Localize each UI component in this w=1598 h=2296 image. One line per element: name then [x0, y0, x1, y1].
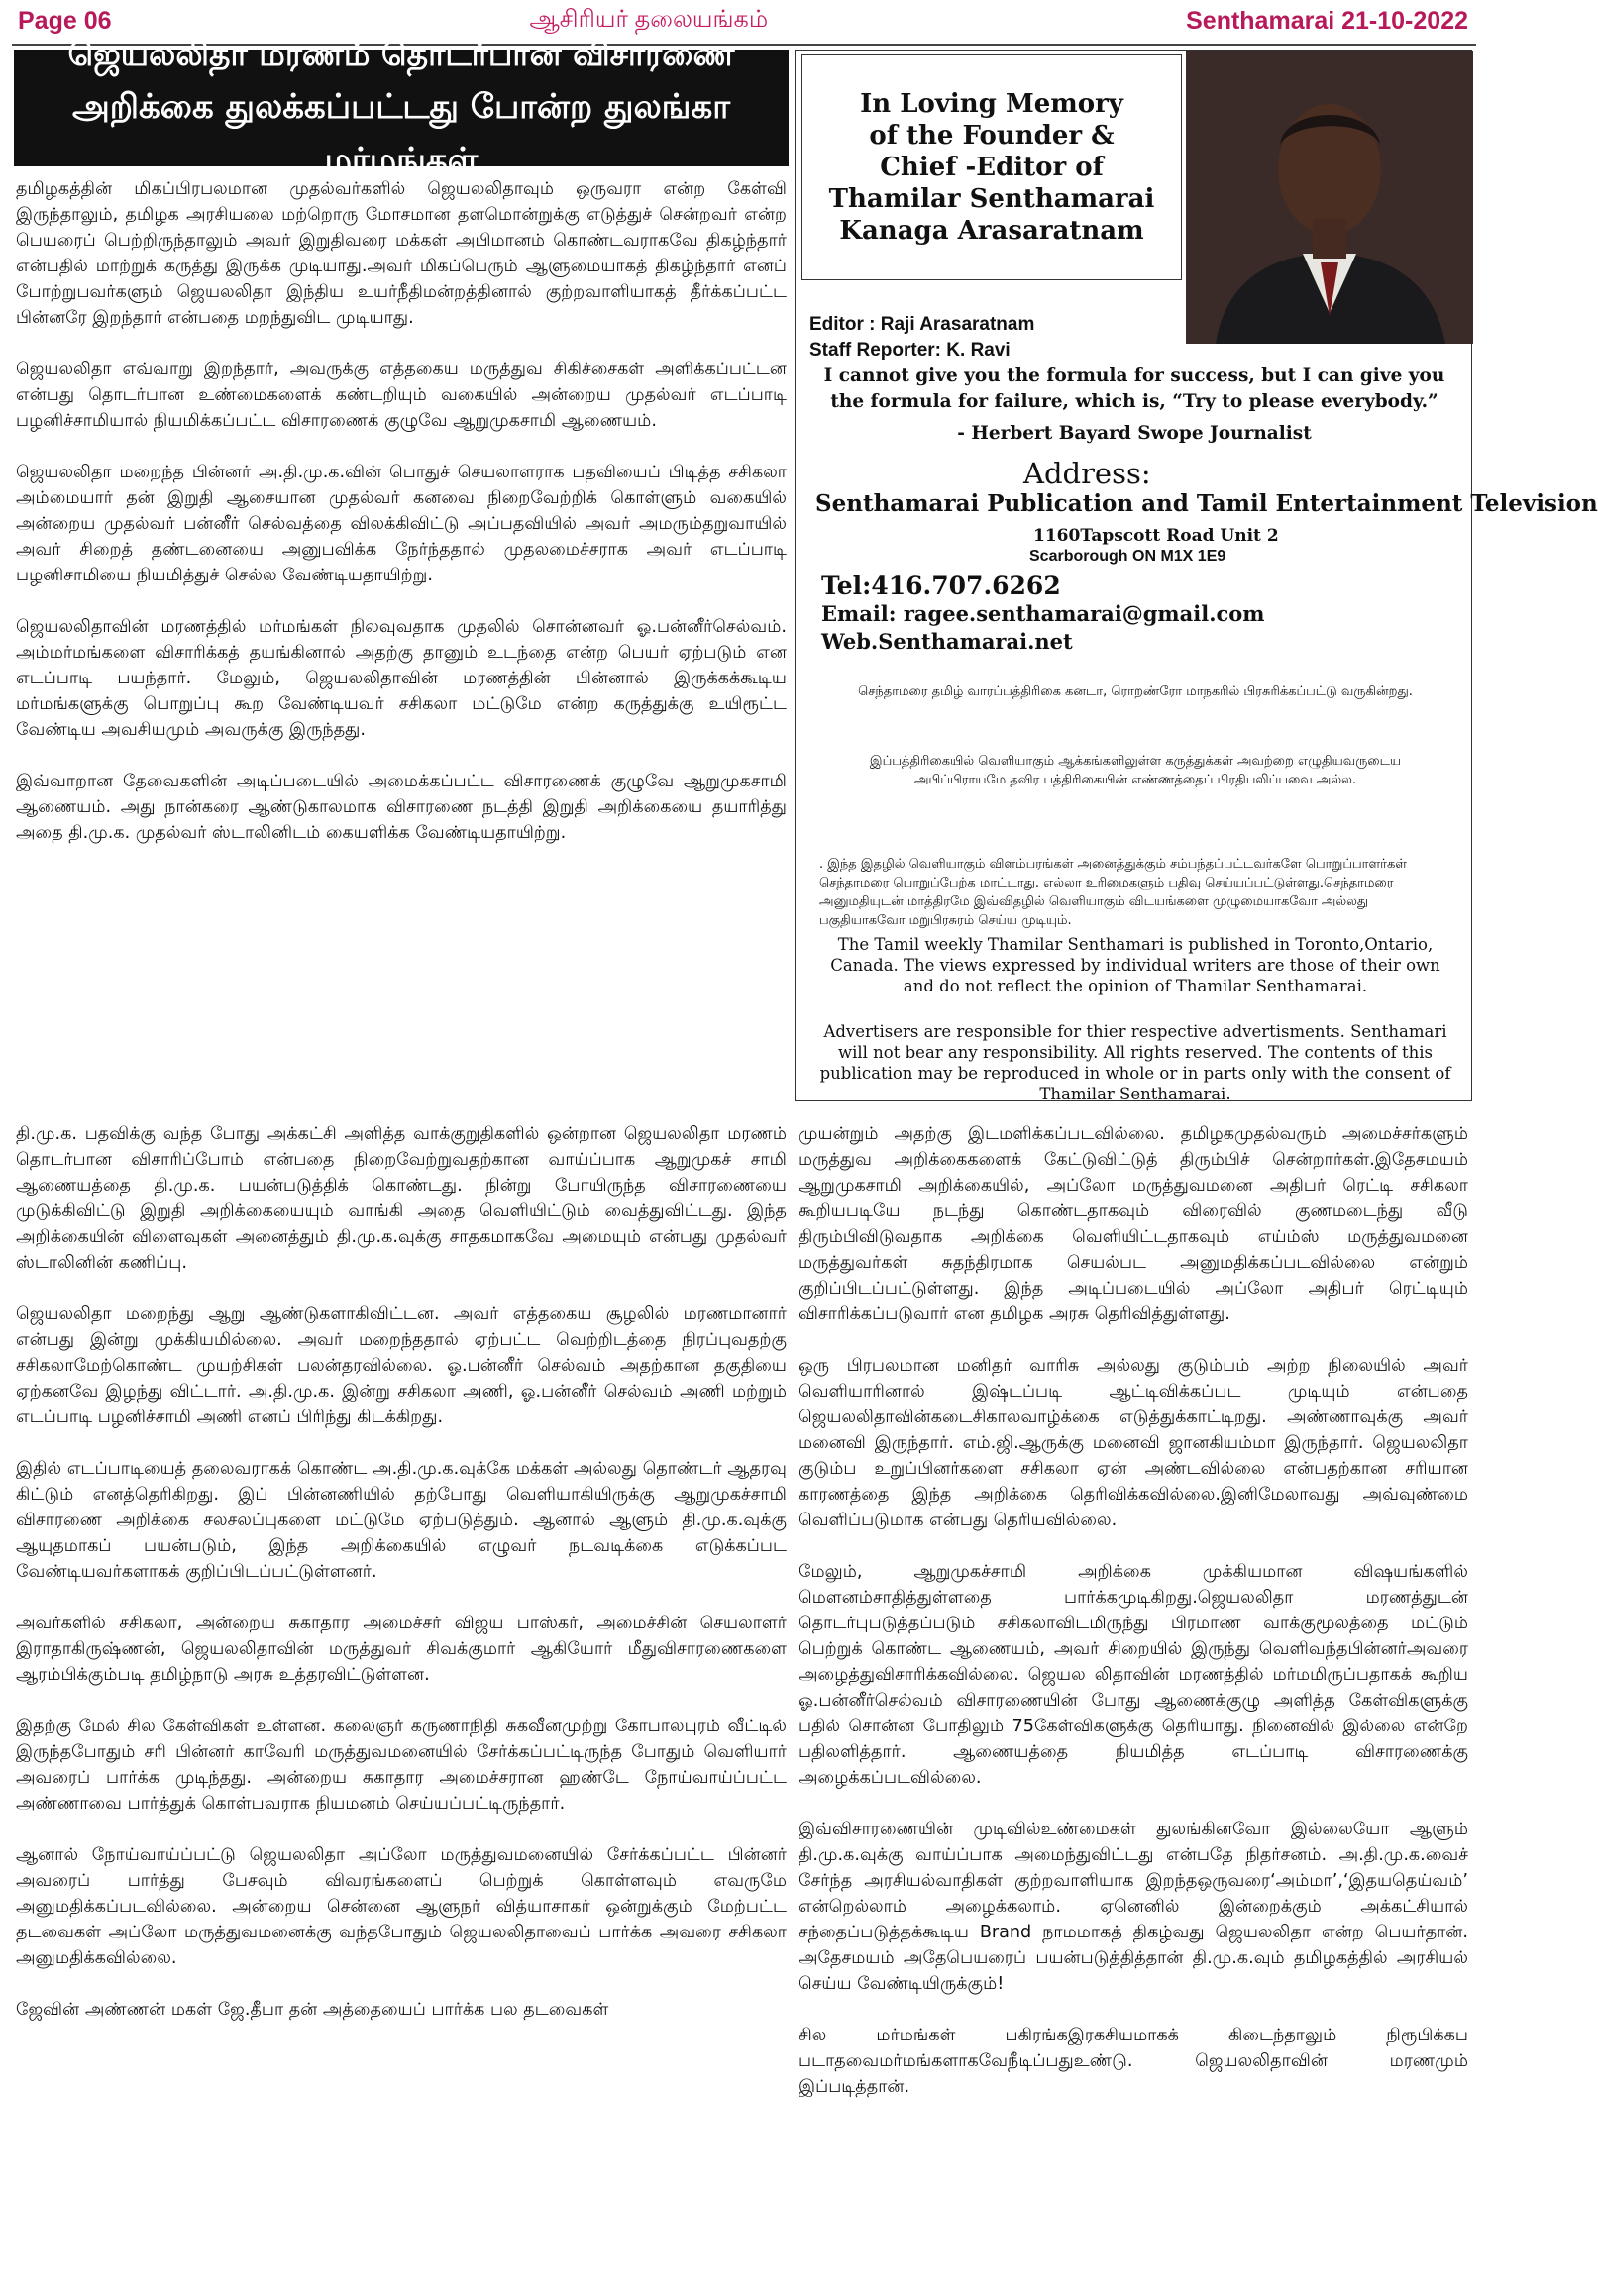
article-paragraph: ஜெயலலிதா எவ்வாறு இறந்தார், அவருக்கு எத்தகைய மருத்துவ சிகிச்சைகள் அளிக்கப்பட்டன என்பது தொடர்பான உண்மைகளைக் கண்டறியும் வகையில் அன்றைய முதல்வர் எடப்பாடி பழனிச்சாமியால் நியமிக்கப்பட்ட விசாரணைக் குழுவே ஆறுமுகசாமி ஆணையம்.	[16, 360, 787, 431]
disclaimer-notice: இப்பத்திரிகையில் வெளியாகும் ஆக்கங்களிலுள்ள கருத்துக்கள் அவற்றை எழுதியவருடைய அபிப்பிராயமே தவிர பத்திரிகையின் எண்ணத்தைப் பிரதிபலிப்பவை அல்ல.	[869, 754, 1402, 787]
article-column-left-bottom	[16, 1121, 787, 2048]
address-city: Scarborough ON M1X 1E9	[1029, 548, 1226, 565]
article-paragraph: அவர்களில் சசிகலா, அன்றைய சுகாதார அமைச்சர் விஜய பாஸ்கர், அமைச்சின் செயலாளர் இராதாகிருஷ்ணன், ஜெயலலிதாவின் மருத்துவர் சிவக்குமார் ஆகியோர் மீதுவிசாரணைகளை ஆரம்பிக்கும்படி தமிழ்நாடு அரசு உத்தரவிட்டுள்ளன.	[16, 1614, 787, 1685]
article-paragraph: ஜெயலலிதாவின் மரணத்தில் மர்மங்கள் நிலவுவதாக முதலில் சொன்னவர் ஓ.பன்னீர்செல்வம். அம்மர்மங்களை விசாரிக்கத் தயங்கினால் அதற்கு தானும் உடந்தை என்ற பெயர் ஏற்படும் என எடப்பாடி பயந்தார். மேலும், ஜெயலலிதாவின் மரணத்தின் பின்னால் இருக்கக்கூடிய மர்மங்களுக்கு பொறுப்பு கூற வேண்டியவர் சசிகலா மட்டுமே என்ற கருத்துக்கு உயிரூட்ட வேண்டிய அவசியமும் அவருக்கு இருந்தது.	[16, 617, 787, 740]
headline-banner	[14, 35, 789, 180]
headline-line-2: அறிக்கை துலக்கப்பட்டது போன்ற துலங்கா மர்மங்கள்	[72, 87, 730, 180]
telephone: Tel:416.707.6262	[821, 572, 1061, 600]
section-title: ஆசிரியர் தலையங்கம்	[529, 6, 769, 33]
page-number: Page 06	[18, 6, 112, 35]
memorial-line: of the Founder &	[869, 121, 1115, 151]
article-paragraph: ஆனால் நோய்வாய்ப்பட்டு ஜெயலலிதா அப்லோ மருத்துவமனையில் சேர்க்கப்பட்ட பின்னர் அவரைப் பார்த்து பேசவும் விவரங்களைப் பெற்றுக் கொள்ளவும் எவருமே அனுமதிக்கப்படவில்லை. அன்றைய சென்னை ஆளுநர் வித்யாசாகர் ஒன்றுக்கும் மேற்பட்ட தடவைகள் அப்லோ மருத்துவமனைக்கு வந்தபோதும் ஜெயலலிதாவைப் பார்க்க அவரை சசிகலா அனுமதிக்கவில்லை.	[16, 1845, 787, 1968]
article-column-right-bottom	[799, 1121, 1468, 2126]
masthead-infobox	[795, 50, 1598, 1103]
article-paragraph: இதில் எடப்பாடியைத் தலைவராகக் கொண்ட அ.தி.மு.க.வுக்கே மக்கள் அல்லது தொண்டர் ஆதரவு கிட்டும் எனத்தெரிகிறது. இப் பின்னணியில் தற்போது வெளியாகியிருக்கு ஆறுமுகச்சாமி விசாரணை அறிக்கை சலசலப்புகளை மட்டுமே ஏற்படுத்தும். ஆனால் ஆளும் தி.மு.க.வுக்கு ஆயுதமாகப் பயன்படும், இந்த அறிக்கையில் எழுவர் நடவடிக்கை எடுக்கப்பட வேண்டியவர்களாகக் குறிப்பிடப்பட்டுள்ளனர்.	[16, 1459, 787, 1582]
headline-line-1: ஜெயலலிதா மரணம் தொடர்பான விசாரணை	[67, 35, 735, 73]
memorial-line: Thamilar Senthamarai	[828, 184, 1155, 214]
address-heading: Address:	[1023, 457, 1151, 490]
advertising-notice: . இந்த இதழில் வெளியாகும் விளம்பரங்கள் அனைத்துக்கும் சம்பந்தப்பட்டவர்களே பொறுப்பாளர்கள் செந்தாமரை பொறுப்பேற்க மாட்டாது. எல்லா உரிமைகளும் பதிவு செய்யப்பட்டுள்ளது.செந்தாமரை அனுமதியுடன் மாத்திரமே இவ்விதழில் வெளியாகும் விடயங்களை முழுமையாகவோ அல்லது பகுதியாகவோ மறுபிரசுரம் செய்ய முடியும்.	[819, 857, 1408, 928]
quote-author: - Herbert Bayard Swope Journalist	[957, 423, 1312, 444]
memorial-box	[801, 54, 1182, 280]
article-paragraph: இதற்கு மேல் சில கேள்விகள் உள்ளன. கலைஞர் கருணாநிதி சுகவீனமுற்று கோபாலபுரம் வீட்டில் இருந்தபோதும் சரி பின்னர் காவேரி மருத்துவமனையில் சேர்க்கப்பட்டிருந்த போதும் வெளியார் அவரைப் பார்க்க முடிந்தது. அன்றைய சுகாதார அமைச்சரான ஹண்டே நோய்வாய்ப்பட்ட அண்ணாவை பார்த்துக் கொள்பவராக நியமனம் செய்யப்பட்டிருந்தார்.	[16, 1717, 787, 1814]
article-column-left-top	[16, 176, 787, 872]
article-paragraph: ஜேவின் அண்ணன் மகள் ஜே.தீபா தன் அத்தையைப் பார்க்க பல தடவைகள்	[16, 2000, 609, 2020]
email-address: Email: ragee.senthamarai@gmail.com	[821, 601, 1265, 626]
memorial-line: Kanaga Arasaratnam	[839, 216, 1144, 246]
article-paragraph: இவ்வாறான தேவைகளின் அடிப்படையில் அமைக்கப்பட்ட விசாரணைக் குழுவே ஆறுமுகசாமி ஆணையம். அது நான்கரை ஆண்டுகாலமாக விசாரணை நடத்தி இறுதி அறிக்கையை தயாரித்து அதை தி.மு.க. முதல்வர் ஸ்டாலினிடம் கையளிக்க வேண்டியதாயிற்று.	[16, 772, 787, 843]
article-paragraph: இவ்விசாரணையின் முடிவில்உண்மைகள் துலங்கினவோ இல்லையோ ஆளும் தி.மு.க.வுக்கு வாய்ப்பாக அமைந்துவிட்டது என்பதே நிதர்சனம். அ.தி.மு.க.வைச் சேர்ந்த அரசியல்வாதிகள் குற்றவாளியாக இறந்தஒருவரை‘அம்மா’,‘இதயதெய்வம்’ என்றெல்லாம் அழைக்கலாம். ஏனெனில் இன்றைக்கும் அக்கட்சியால் சந்தைப்படுத்தக்கூடிய Brand நாமமாகத் திகழ்வது ஜெயலலிதா என்ற பெயர்தான். அதேசமயம் அதேபெயரைப் பயன்படுத்தித்தான் தி.மு.க.வும் தமிழகத்தில் அரசியல் செய்ய வேண்டியிருக்கும்!	[799, 1820, 1468, 1994]
founder-portrait-photo	[1186, 51, 1473, 344]
english-publication-note: The Tamil weekly Thamilar Senthamari is published in Toronto,Ontario, Canada. The views expressed by individual writers are those of their own and do not reflect the opinion of Thamilar Senthamarai.	[830, 935, 1440, 995]
publication-notice: செந்தாமரை தமிழ் வாரப்பத்திரிகை கனடா, ரொறண்ரோ மாநகரில் பிரசுரிக்கப்பட்டு வருகின்றது.	[858, 684, 1413, 699]
issue-date: Senthamarai 21-10-2022	[1186, 6, 1468, 35]
memorial-line: Chief -Editor of	[880, 153, 1104, 182]
article-paragraph: ஜெயலலிதா மறைந்த பின்னர் அ.தி.மு.க.வின் பொதுச் செயலாளராக பதவியைப் பிடித்த சசிகலா அம்மையார் தன் இறுதி ஆசையான முதல்வர் கனவை நிறைவேற்றிக் கொள்ளும் வகையில் அன்றைய முதல்வர் பன்னீர் செல்வத்தை விலக்கிவிட்டு அப்பதவியில் அவர் அமரும்தறுவாயில் அவர் சிறைத் தண்டனையை அனுபவிக்க நேர்ந்ததால் முதலமைச்சராக அவர் எடப்பாடி பழனிசாமியை நியமித்துச் செல்ல வேண்டியதாயிற்று.	[16, 463, 787, 585]
quote-text: I cannot give you the formula for success, but I can give you the formula for failure, which is, “Try to please everybody.”	[823, 365, 1445, 412]
editor-credit: Editor : Raji Arasaratnam	[809, 314, 1035, 335]
address-organization: Senthamarai Publication and Tamil Entertainment Television	[815, 490, 1598, 517]
article-paragraph: ஜெயலலிதா மறைந்து ஆறு ஆண்டுகளாகிவிட்டன. அவர் எத்தகைய சூழலில் மரணமானார் என்பது இன்று முக்கியமில்லை. அவர் மறைந்ததால் ஏற்பட்ட வெற்றிடத்தை நிரப்புவதற்கு சசிகலாமேற்கொண்ட முயற்சிகள் பலன்தரவில்லை. ஓ.பன்னீர் செல்வம் அதற்கான தகுதியை ஏற்கனவே இழந்து விட்டார். அ.தி.மு.க. இன்று சசிகலா அணி, ஓ.பன்னீர் செல்வம் அணி மற்றும் எடப்பாடி பழனிச்சாமி அணி எனப் பிரிந்து கிடக்கிறது.	[16, 1305, 787, 1427]
reporter-credit: Staff Reporter: K. Ravi	[809, 340, 1011, 361]
article-paragraph: முயன்றும் அதற்கு இடமளிக்கப்படவில்லை. தமிழகமுதல்வரும் அமைச்சர்களும் மருத்துவ அறிக்கைகளைக் கேட்டுவிட்டுத் திரும்பிச் சென்றார்கள்.இதேசமயம் ஆறுமுகசாமி அறிக்கையில், அப்லோ மருத்துவமனை அதிபர் ரெட்டி சசிகலா கூறியபடியே நடந்து கொண்டதாகவும் விரைவில் குணமடைந்து வீடு திரும்பிவிடுவதாக அறிக்கை வெளியிட்டதாகவும் எய்ம்ஸ் மருத்துவமனை மருத்துவர்கள் சுதந்திரமாக செயல்பட அனுமதிக்கப்படவில்லை என்றும் குறிப்பிடப்பட்டுள்ளது. இந்த அடிப்படையில் அப்லோ அதிபர் ரெட்டியும் விசாரிக்கப்படுவார் என தமிழக அரசு தெரிவித்துள்ளது.	[799, 1124, 1468, 1324]
article-paragraph: ஒரு பிரபலமான மனிதர் வாரிசு அல்லது குடும்பம் அற்ற நிலையில் அவர் வெளியாரினால் இஷ்டப்படி ஆட்டிவிக்கப்பட முடியும் என்பதை ஜெயலலிதாவின்கடைசிகாலவாழ்க்கை எடுத்துக்காட்டிறது. அண்ணாவுக்கு அவர் மனைவி இருந்தார். எம்.ஜி.ஆருக்கு மனைவி ஜானகியம்மா இருந்தார். ஜெயலலிதா குடும்ப உறுப்பினர்களை சசிகலா ஏன் அண்டவில்லை என்பதற்கான சரியான காரணத்தை இந்த அறிக்கை தெரிவிக்கவில்லை.இனிமேலாவது அவ்வுண்மை வெளிப்படுமாக என்பது தெரியவில்லை.	[799, 1356, 1468, 1530]
article-paragraph: சில மர்மங்கள் பகிரங்கஇரகசியமாகக் கிடைந்தாலும் நிரூபிக்கப படாதவைமர்மங்களாகவேநீடிப்பதுஉண்டு. ஜெயலலிதாவின் மரணமும் இப்படித்தான்.	[799, 2026, 1468, 2097]
article-paragraph: மேலும், ஆறுமுகச்சாமி அறிக்கை முக்கியமான விஷயங்களில் மௌனம்சாதித்துள்ளதை பார்க்கமுடிகிறது.ஜெயலலிதா மரணத்துடன் தொடர்புபடுத்தப்படும் சசிகலாவிடமிருந்து பிரமாண வாக்குமூலத்தை மட்டும் பெற்றுக் கொண்ட ஆணையம், அவர் சிறையில் இருந்து வெளிவந்தபின்னர்அவரை அழைத்துவிசாரிக்கவில்லை. ஜெயல லிதாவின் மரணத்தில் மர்மமிருப்பதாகக் கூறிய ஓ.பன்னீர்செல்வம் விசாரணையின் போது ஆணைக்குழு அளித்த கேள்விகளுக்கு பதில் சொன்ன போதிலும் 75கேள்விகளுக்கு தெரியாது. நினைவில் இல்லை என்றே பதிலளித்தார். ஆணையத்தை நியமித்த எடப்பாடி விசாரணைக்கு அழைக்கப்படவில்லை.	[799, 1562, 1468, 1788]
article-paragraph: தி.மு.க. பதவிக்கு வந்த போது அக்கட்சி அளித்த வாக்குறுதிகளில் ஒன்றான ஜெயலலிதா மரணம் தொடர்பான விசாரிப்போம் என்பதை நிறைவேற்றுவதற்கான வாய்ப்பாக ஆறுமுகச் சாமி ஆணையத்தை தி.மு.க. பயன்படுத்திக் கொண்டது. நின்று போயிருந்த விசாரணையை முடுக்கிவிட்டு இறுதி அறிக்கையையும் வாங்கி அதை வெளியிட்டும் வைத்துவிட்டது. இந்த அறிக்கையின் விளைவுகள் அனைத்தும் தி.மு.க.வுக்கு சாதகமாகவே அமையும் என்பது முதல்வர் ஸ்டாலினின் கணிப்பு.	[16, 1124, 787, 1273]
english-rights-note: Advertisers are responsible for thier respective advertisments. Senthamari will not bear any responsibility. All rights reserved. The contents of this publication may be reproduced in whole or in parts only with the consent of Thamilar Senthamarai.	[819, 1022, 1451, 1103]
website: Web.Senthamarai.net	[821, 629, 1073, 654]
staff-credits	[809, 312, 1034, 364]
memorial-line: In Loving Memory	[860, 89, 1123, 119]
article-paragraph: தமிழகத்தின் மிகப்பிரபலமான முதல்வர்களில் ஜெயலலிதாவும் ஒருவரா என்ற கேள்வி இருந்தாலும், தமிழக அரசியலை மற்றொரு மோசமான தளமொன்றுக்கு எடுத்துச் சென்றவர் என்ற பெயரைப் பெற்றிருந்தாலும் அவர் இறுதிவரை மக்கள் அபிமானம் கொண்டவராகவே திகழ்ந்தார் என்பதில் மாற்றுக் கருத்து இருக்க முடியாது.அவர் மிகப்பெரும் ஆளுமையாகத் திகழ்ந்தார் எனப் போற்றுபவர்களும் ஜெயலலிதா இந்திய உயர்நீதிமன்றத்தினால் குற்றவாளியாகத் தீர்க்கப்பட்ட பின்னரே இறந்தார் என்பதை மறந்துவிட முடியாது.	[16, 179, 787, 328]
address-street: 1160Tapscott Road Unit 2	[1033, 526, 1279, 546]
